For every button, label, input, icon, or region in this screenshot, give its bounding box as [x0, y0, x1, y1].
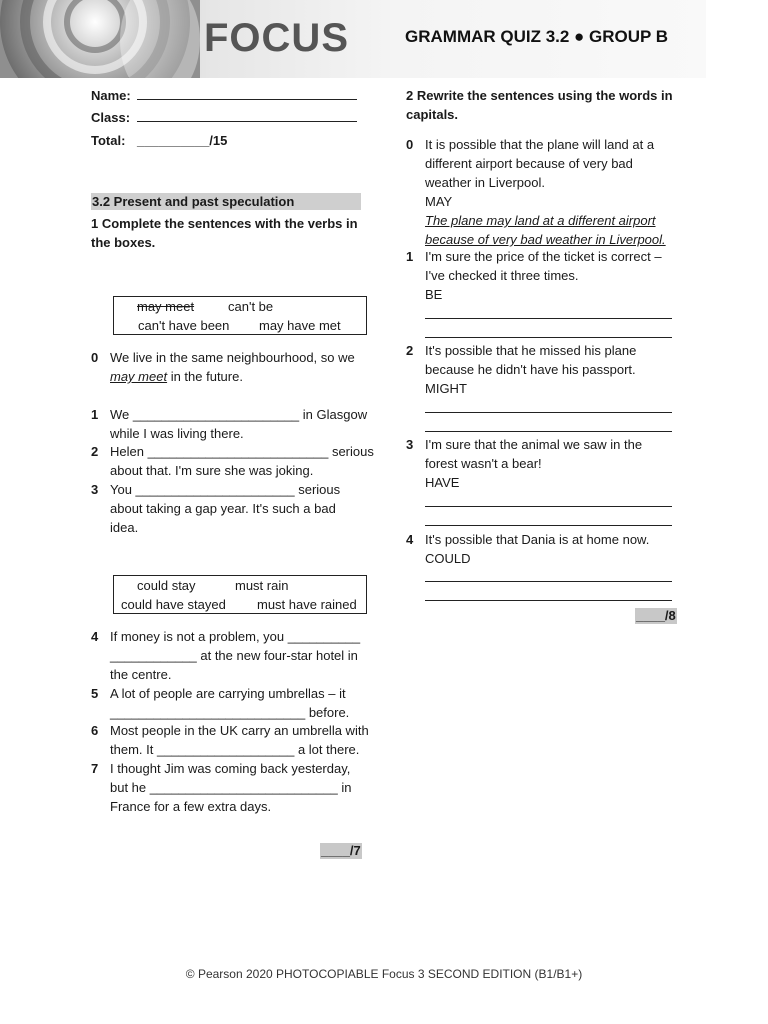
- rewrite-sentence: [425, 341, 636, 398]
- answer-line[interactable]: [425, 600, 672, 601]
- item-number: 7: [91, 761, 99, 776]
- rewrite-sentence: [425, 247, 662, 304]
- sentence-line: France for a few extra days.: [110, 799, 272, 814]
- sentence-line: It is possible that the plane will land at a: [425, 137, 655, 152]
- item-number: 1: [91, 407, 99, 422]
- item-number: 2: [91, 444, 99, 459]
- gap-sentence[interactable]: [110, 480, 340, 537]
- sentence-line: the centre.: [110, 667, 172, 682]
- sentence-line: I've checked it three times.: [425, 268, 579, 283]
- sentence-line: Most people in the UK carry an umbrella with: [110, 723, 369, 738]
- sentence-line: forest wasn't a bear!: [425, 456, 542, 471]
- header-banner: [0, 0, 706, 78]
- footer-copyright: © Pearson 2020 PHOTOCOPIABLE Focus 3 SECOND EDITION (B1/B1+): [185, 967, 583, 981]
- item-number: 4: [406, 532, 414, 547]
- keyword: MIGHT: [425, 381, 467, 396]
- class-field[interactable]: [137, 108, 357, 122]
- item-number: 4: [91, 629, 99, 644]
- item-number: 0: [91, 350, 99, 365]
- sentence-line: idea.: [110, 520, 139, 535]
- sentence-line: I thought Jim was coming back yesterday,: [110, 761, 351, 776]
- sentence-line: It's possible that he missed his plane: [425, 343, 637, 358]
- example-text: We live in the same neighbourhood, so we: [110, 350, 355, 365]
- answer-line[interactable]: [425, 412, 672, 413]
- gap-sentence[interactable]: [110, 442, 374, 480]
- class-label: Class:: [91, 110, 131, 125]
- word-box-1-item: may meet: [137, 299, 195, 314]
- sentence-line: because he didn't have his passport.: [425, 362, 636, 377]
- quiz-title: GRAMMAR QUIZ 3.2 ● GROUP B: [405, 27, 669, 46]
- answer-line[interactable]: [425, 581, 672, 582]
- word-box-2-item: must rain: [235, 578, 289, 593]
- word-box-2: [113, 575, 367, 614]
- item-number: 2: [406, 343, 414, 358]
- answer-line[interactable]: [425, 318, 672, 319]
- keyword: HAVE: [425, 475, 460, 490]
- sentence-line: Helen _________________________ serious: [110, 444, 374, 459]
- sentence-line: I'm sure the price of the ticket is correct –: [425, 249, 662, 264]
- item-number: 5: [91, 686, 99, 701]
- example-answer: The plane may land at a different airport: [425, 213, 656, 228]
- sentence-line: weather in Liverpool.: [425, 175, 545, 190]
- name-label: Name:: [91, 88, 131, 103]
- word-box-2-item: must have rained: [257, 597, 357, 612]
- keyword: MAY: [425, 194, 453, 209]
- word-box-2-item: could stay: [137, 578, 196, 593]
- word-box-1-item: can't be: [228, 299, 274, 314]
- ex1-score: ____/7: [321, 843, 361, 858]
- rewrite-sentence: [425, 435, 642, 492]
- total-label: Total:: [91, 133, 126, 148]
- sentence-line: ___________________________ before.: [110, 705, 350, 720]
- word-box-2-item: could have stayed: [121, 597, 226, 612]
- gap-sentence[interactable]: [110, 759, 351, 816]
- item-number: 6: [91, 723, 99, 738]
- example-answer: may meet: [110, 369, 168, 384]
- ex1-instruction: 1 Complete the sentences with the verbs in the boxes.: [91, 216, 358, 250]
- answer-line[interactable]: [425, 337, 672, 338]
- keyword: BE: [425, 287, 443, 302]
- word-box-1: [113, 296, 367, 335]
- section-title: 3.2 Present and past speculation: [91, 193, 361, 210]
- gap-sentence[interactable]: [110, 627, 360, 684]
- total-score: __________/15: [137, 133, 228, 148]
- word-box-1-item: may have met: [259, 318, 341, 333]
- sentence-line: We _______________________ in Glasgow: [110, 407, 368, 422]
- gap-sentence[interactable]: [110, 721, 369, 759]
- sentence-line: If money is not a problem, you __________: [110, 629, 361, 644]
- answer-line[interactable]: [425, 525, 672, 526]
- name-field[interactable]: [137, 86, 357, 100]
- answer-line[interactable]: [425, 506, 672, 507]
- gap-sentence[interactable]: [110, 684, 349, 722]
- gap-sentence[interactable]: [110, 405, 367, 443]
- item-number: 1: [406, 249, 414, 264]
- item-number: 3: [91, 482, 99, 497]
- sentence-line: A lot of people are carrying umbrellas – it: [110, 686, 346, 701]
- item-number: 0: [406, 137, 414, 152]
- word-box-1-item: can't have been: [138, 318, 230, 333]
- swirl-logo-icon: [0, 0, 200, 78]
- sentence-line: about that. I'm sure she was joking.: [110, 463, 314, 478]
- sentence-line: but he __________________________ in: [110, 780, 352, 795]
- sentence-line: them. It ___________________ a lot there.: [110, 742, 360, 757]
- example-sentence: [425, 135, 666, 249]
- ex2-score: ____/8: [636, 608, 676, 623]
- sentence-line: It's possible that Dania is at home now.: [425, 532, 650, 547]
- answer-line[interactable]: [425, 431, 672, 432]
- rewrite-sentence: [425, 530, 649, 568]
- example-text-end: in the future.: [167, 369, 243, 384]
- item-number: 3: [406, 437, 414, 452]
- ex2-instruction: 2 Rewrite the sentences using the words in capitals.: [406, 88, 673, 122]
- sentence-line: ____________ at the new four-star hotel in: [110, 648, 358, 663]
- brand-logo-text: FOCUS: [204, 16, 349, 60]
- example-sentence: [110, 348, 355, 386]
- keyword: COULD: [425, 551, 471, 566]
- sentence-line: while I was living there.: [110, 426, 244, 441]
- sentence-line: I'm sure that the animal we saw in the: [425, 437, 643, 452]
- example-answer: because of very bad weather in Liverpool.: [425, 232, 666, 247]
- sentence-line: about taking a gap year. It's such a bad: [110, 501, 336, 516]
- sentence-line: You ______________________ serious: [110, 482, 341, 497]
- sentence-line: different airport because of very bad: [425, 156, 633, 171]
